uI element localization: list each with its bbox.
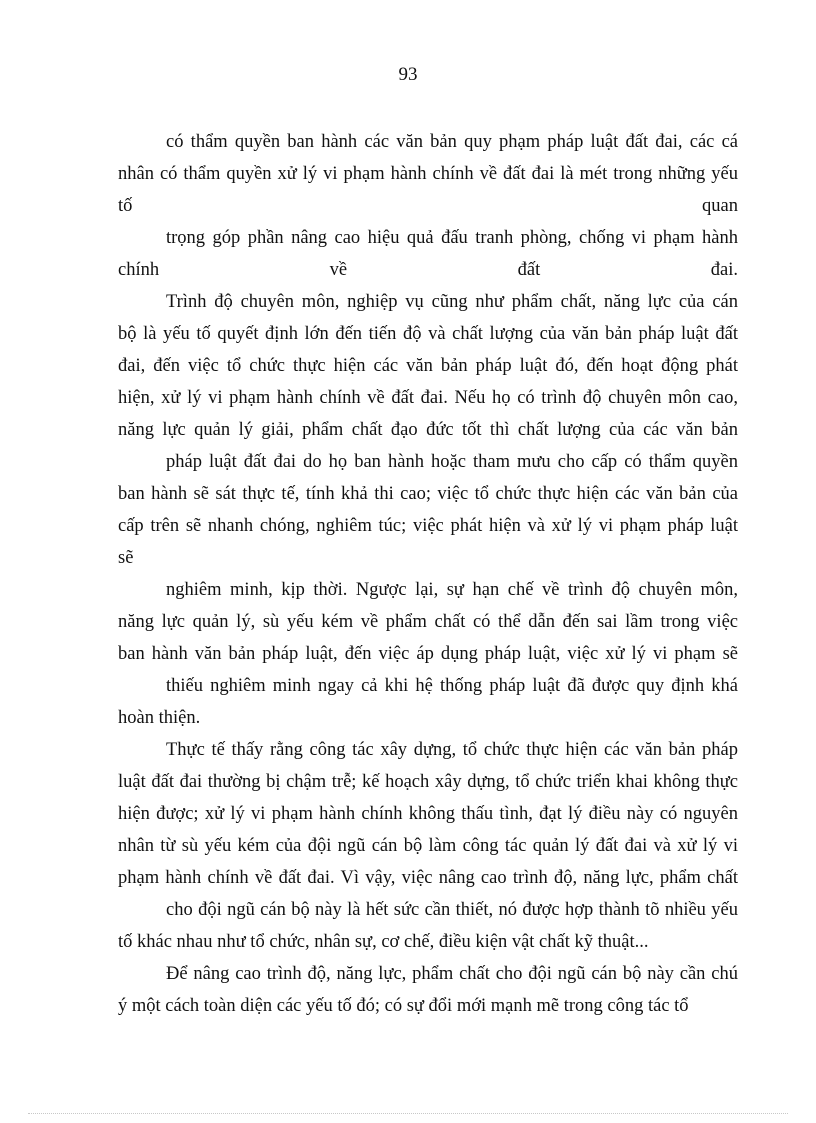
text-line: năng lực quản lý giải, phẩm chất đạo đức tốt thì chất lượng của các văn bản: [118, 420, 738, 440]
text-line: tố quan: [118, 196, 738, 216]
text-line: hiện được; xử lý vi phạm hành chính không thấu tình, đạt lý điều này có nguyên: [118, 804, 738, 824]
text-line: Thực tế thấy rằng công tác xây dựng, tổ chức thực hiện các văn bản pháp: [166, 740, 738, 760]
text-line: cấp trên sẽ nhanh chóng, nghiêm túc; việc phát hiện và xử lý vi phạm pháp luật: [118, 516, 738, 536]
text-line: tố khác nhau như tổ chức, nhân sự, cơ chế, điều kiện vật chất kỹ thuật...: [118, 932, 649, 952]
text-line: Để nâng cao trình độ, năng lực, phẩm chất cho đội ngũ cán bộ này cần chú: [166, 964, 738, 984]
text-line: nghiêm minh, kịp thời. Ngược lại, sự hạn chế về trình độ chuyên môn,: [166, 580, 738, 600]
text-line: nhân từ sù yếu kém của đội ngũ cán bộ làm công tác quản lý đất đai và xử lý vi: [118, 836, 738, 856]
text-line: đai, đến việc tổ chức thực hiện các văn bản pháp luật đó, đến hoạt động phát: [118, 356, 738, 376]
text-line: thiếu nghiêm minh ngay cả khi hệ thống pháp luật đã được quy định khá: [166, 676, 738, 696]
text-line: hoàn thiện.: [118, 708, 201, 728]
text-line: Trình độ chuyên môn, nghiệp vụ cũng như phẩm chất, năng lực của cán: [166, 292, 738, 312]
text-line: luật đất đai thường bị chậm trễ; kế hoạch xây dựng, tổ chức triển khai không thực: [118, 772, 738, 792]
text-line: chính về đất đai.: [118, 260, 738, 280]
footer-dotted-rule: [28, 1113, 788, 1114]
text-line: có thẩm quyền ban hành các văn bản quy phạm pháp luật đất đai, các cá: [166, 132, 738, 152]
text-line: năng lực quản lý, sù yếu kém về phẩm chất có thể dẫn đến sai lầm trong việc: [118, 612, 738, 632]
text-line: cho đội ngũ cán bộ này là hết sức cần thiết, nó được hợp thành tõ nhiều yếu: [166, 900, 738, 920]
text-line: bộ là yếu tố quyết định lớn đến tiến độ và chất lượng của văn bản pháp luật đất: [118, 324, 738, 344]
text-line: phạm hành chính về đất đai. Vì vậy, việc nâng cao trình độ, năng lực, phẩm chất: [118, 868, 738, 888]
text-line: nhân có thẩm quyền xử lý vi phạm hành chính về đất đai là mét trong những yếu: [118, 164, 738, 184]
text-line: ý một cách toàn diện các yếu tố đó; có sự đổi mới mạnh mẽ trong công tác tổ: [118, 996, 689, 1016]
text-line: sẽ: [118, 548, 134, 568]
body-text: [118, 126, 738, 1022]
text-line: hiện, xử lý vi phạm hành chính về đất đai. Nếu họ có trình độ chuyên môn cao,: [118, 388, 738, 408]
text-line: ban hành văn bản pháp luật, đến việc áp dụng pháp luật, việc xử lý vi phạm sẽ: [118, 644, 738, 664]
page-number: 93: [398, 64, 418, 85]
text-line: pháp luật đất đai do họ ban hành hoặc tham mưu cho cấp có thẩm quyền: [166, 452, 738, 472]
text-line: ban hành sẽ sát thực tế, tính khả thi cao; việc tổ chức thực hiện các văn bản của: [118, 484, 738, 504]
text-line: trọng góp phần nâng cao hiệu quả đấu tranh phòng, chống vi phạm hành: [166, 228, 738, 248]
